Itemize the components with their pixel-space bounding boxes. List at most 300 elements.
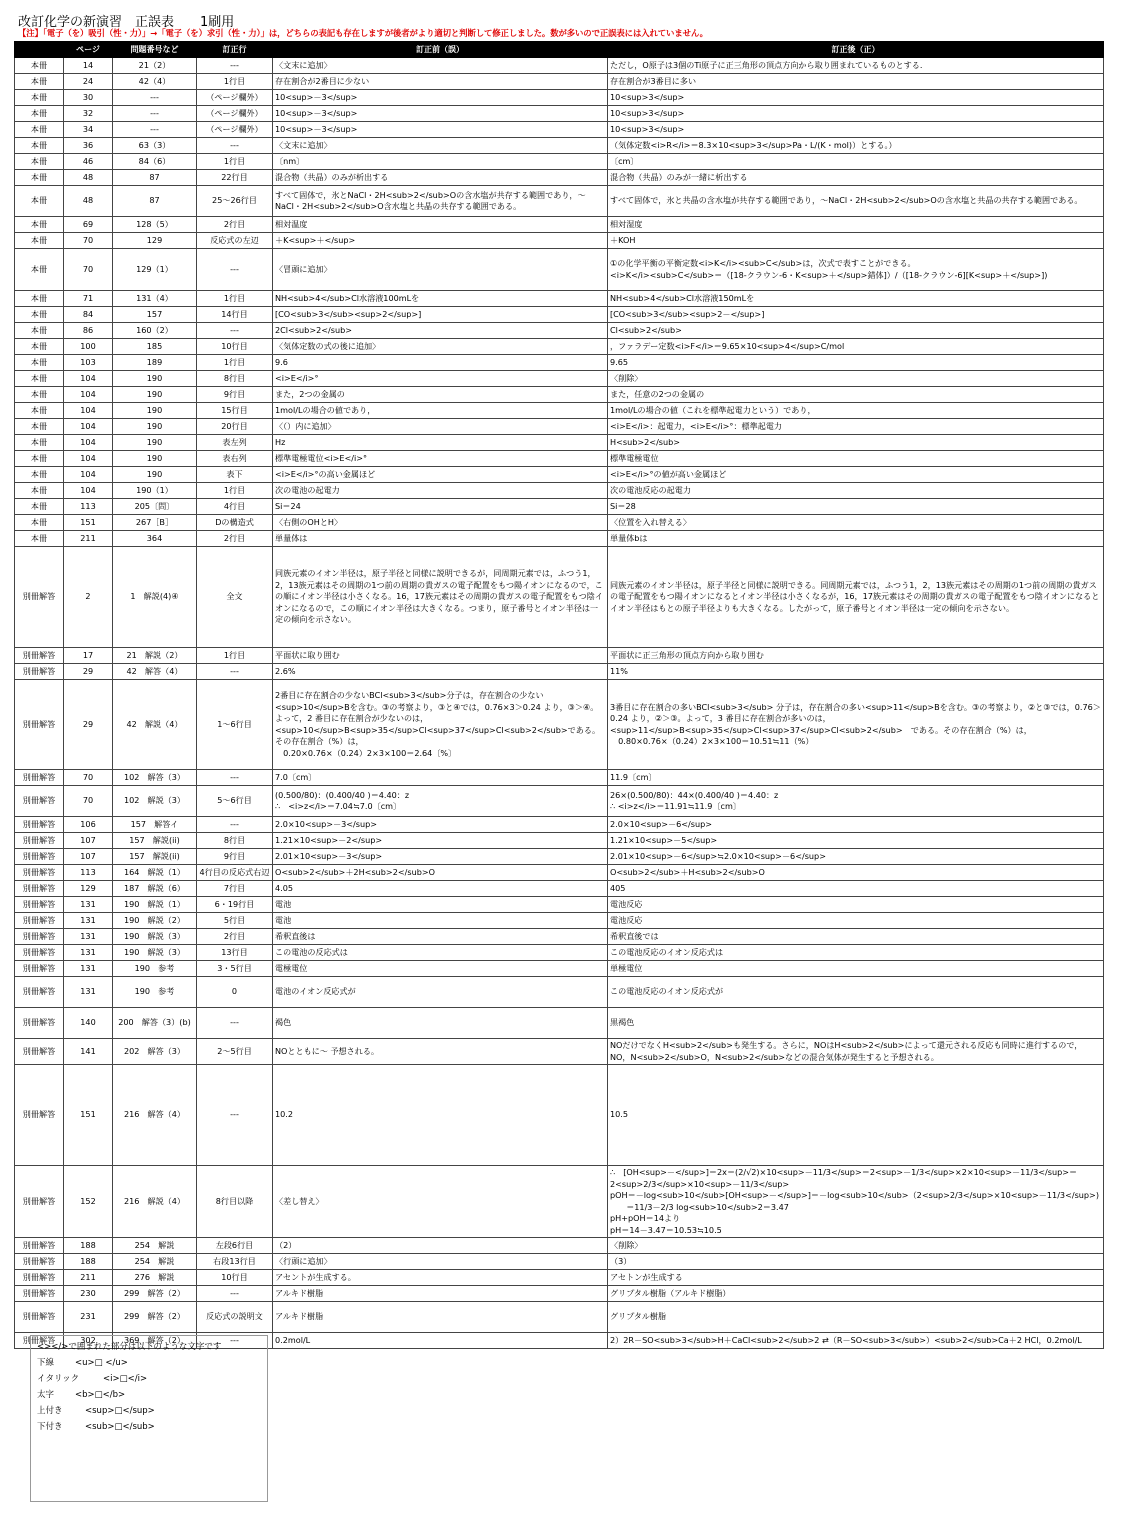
cell-before: 〈差し替え〉	[273, 1166, 608, 1238]
cell-before: ＋K<sup>＋</sup>	[273, 233, 608, 249]
cell-line: 1行目	[197, 648, 273, 664]
cell-problem: 42 解説（4）	[113, 680, 197, 770]
cell-before: 10<sup>－3</sup>	[273, 90, 608, 106]
cell-before: （2）	[273, 1238, 608, 1254]
cell-before: 0.2mol/L	[273, 1333, 608, 1349]
cell-before: 褐色	[273, 1008, 608, 1039]
cell-before: <i>E</i>°	[273, 371, 608, 387]
cell-before: 2.6%	[273, 664, 608, 680]
cell-before: 1.21×10<sup>－2</sup>	[273, 833, 608, 849]
cell-problem: 254 解説	[113, 1254, 197, 1270]
errata-row	[15, 419, 1104, 435]
cell-problem: 84（6）	[113, 154, 197, 170]
cell-after: 電池反応	[608, 897, 1104, 913]
errata-row	[15, 355, 1104, 371]
cell-after: この電池反応のイオン反応式が	[608, 977, 1104, 1008]
cell-line: 2行目	[197, 217, 273, 233]
cell-problem: 157	[113, 307, 197, 323]
cell-problem: 21 解説（2）	[113, 648, 197, 664]
cell-line: 7行目	[197, 881, 273, 897]
cell-problem: 216 解答（4）	[113, 1065, 197, 1166]
errata-row	[15, 90, 1104, 106]
cell-before: 相対温度	[273, 217, 608, 233]
errata-row	[15, 1065, 1104, 1166]
errata-row	[15, 1238, 1104, 1254]
cell-after: 11.9〔cm〕	[608, 770, 1104, 786]
cell-problem: 299 解答（2）	[113, 1286, 197, 1302]
cell-section: 別冊解答	[15, 786, 64, 817]
errata-row	[15, 307, 1104, 323]
cell-section: 別冊解答	[15, 961, 64, 977]
cell-before: 平面状に取り囲む	[273, 648, 608, 664]
cell-section: 別冊解答	[15, 945, 64, 961]
errata-row	[15, 648, 1104, 664]
header-section	[15, 42, 64, 58]
cell-problem: 254 解説	[113, 1238, 197, 1254]
cell-problem: 129（1）	[113, 249, 197, 291]
errata-row	[15, 833, 1104, 849]
cell-after: 電池反応	[608, 913, 1104, 929]
cell-line: 0	[197, 977, 273, 1008]
cell-problem: 190	[113, 419, 197, 435]
cell-problem: 87	[113, 170, 197, 186]
cell-after: グリプタル樹脂（アルキド樹脂）	[608, 1286, 1104, 1302]
errata-row	[15, 323, 1104, 339]
cell-section: 本冊	[15, 58, 64, 74]
cell-section: 別冊解答	[15, 664, 64, 680]
errata-row	[15, 786, 1104, 817]
cell-section: 別冊解答	[15, 849, 64, 865]
cell-section: 本冊	[15, 467, 64, 483]
cell-before: 存在割合が2番目に少ない	[273, 74, 608, 90]
cell-after: H<sub>2</sub>	[608, 435, 1104, 451]
cell-before: 7.0〔cm〕	[273, 770, 608, 786]
cell-section: 本冊	[15, 435, 64, 451]
cell-page: 104	[64, 403, 113, 419]
cell-after: 単極電位	[608, 961, 1104, 977]
cell-before: NOとともに～ 予想される。	[273, 1039, 608, 1065]
cell-page: 70	[64, 770, 113, 786]
cell-section: 本冊	[15, 154, 64, 170]
errata-body	[15, 58, 1104, 1349]
legend-item-superscript	[37, 1403, 261, 1419]
cell-problem: 21（2）	[113, 58, 197, 74]
cell-after: 〈位置を入れ替える〉	[608, 515, 1104, 531]
cell-problem: 102 解説（3）	[113, 786, 197, 817]
cell-before: NH<sub>4</sub>Cl水溶液100mLを	[273, 291, 608, 307]
cell-page: 131	[64, 977, 113, 1008]
cell-page: 103	[64, 355, 113, 371]
cell-section: 本冊	[15, 186, 64, 217]
cell-section: 別冊解答	[15, 1302, 64, 1333]
cell-page: 211	[64, 1270, 113, 1286]
cell-after: ただし，O原子は3個のTi原子に正三角形の頂点方向から取り囲まれているものとする.	[608, 58, 1104, 74]
errata-table	[14, 41, 1104, 1349]
cell-line: 8行目	[197, 371, 273, 387]
cell-problem: ---	[113, 106, 197, 122]
cell-section: 本冊	[15, 170, 64, 186]
errata-row	[15, 945, 1104, 961]
errata-row	[15, 1270, 1104, 1286]
markup-legend	[30, 1335, 268, 1502]
cell-before: 電池	[273, 897, 608, 913]
cell-line: 4行目	[197, 499, 273, 515]
cell-problem: 190	[113, 435, 197, 451]
cell-page: 46	[64, 154, 113, 170]
cell-page: 2	[64, 547, 113, 648]
legend-code: <i>□</i>	[103, 1374, 148, 1384]
errata-row	[15, 499, 1104, 515]
cell-after: 希釈直後では	[608, 929, 1104, 945]
cell-line: 5～6行目	[197, 786, 273, 817]
cell-problem: 190	[113, 387, 197, 403]
cell-problem: 216 解説（4）	[113, 1166, 197, 1238]
cell-problem: 200 解答（3）(b)	[113, 1008, 197, 1039]
errata-row	[15, 435, 1104, 451]
cell-problem: 369 解答（2）	[113, 1333, 197, 1349]
errata-row	[15, 515, 1104, 531]
errata-row	[15, 339, 1104, 355]
cell-before: Hz	[273, 435, 608, 451]
cell-section: 別冊解答	[15, 977, 64, 1008]
cell-section: 本冊	[15, 419, 64, 435]
cell-line: 15行目	[197, 403, 273, 419]
cell-after: 単量体bは	[608, 531, 1104, 547]
cell-after: 2.0×10<sup>－6</sup>	[608, 817, 1104, 833]
errata-row	[15, 122, 1104, 138]
cell-line: 表右列	[197, 451, 273, 467]
cell-line: ---	[197, 1065, 273, 1166]
document-title: 改訂化学の新演習 正誤表 1刷用	[18, 15, 235, 30]
cell-before: 電池のイオン反応式が	[273, 977, 608, 1008]
cell-problem: 202 解答（3）	[113, 1039, 197, 1065]
errata-row	[15, 170, 1104, 186]
cell-line: 5行目	[197, 913, 273, 929]
cell-problem: 190 参考	[113, 977, 197, 1008]
cell-page: 152	[64, 1166, 113, 1238]
cell-after: 10<sup>3</sup>	[608, 106, 1104, 122]
cell-before: 単量体は	[273, 531, 608, 547]
cell-line: 右段13行目	[197, 1254, 273, 1270]
cell-line: 8行目以降	[197, 1166, 273, 1238]
cell-page: 140	[64, 1008, 113, 1039]
errata-row	[15, 1254, 1104, 1270]
cell-page: 151	[64, 515, 113, 531]
cell-section: 別冊解答	[15, 1238, 64, 1254]
cell-line: ---	[197, 817, 273, 833]
cell-section: 本冊	[15, 74, 64, 90]
cell-page: 230	[64, 1286, 113, 1302]
cell-before: 10<sup>－3</sup>	[273, 106, 608, 122]
legend-item-subscript	[37, 1419, 261, 1435]
cell-problem: 185	[113, 339, 197, 355]
cell-page: 100	[64, 339, 113, 355]
cell-page: 70	[64, 786, 113, 817]
cell-page: 104	[64, 435, 113, 451]
cell-after: 相対湿度	[608, 217, 1104, 233]
cell-line: 9行目	[197, 387, 273, 403]
cell-problem: ---	[113, 122, 197, 138]
cell-page: 188	[64, 1254, 113, 1270]
cell-after: グリプタル樹脂	[608, 1302, 1104, 1333]
cell-problem: 190	[113, 371, 197, 387]
cell-page: 104	[64, 451, 113, 467]
errata-row	[15, 58, 1104, 74]
cell-after: 10<sup>3</sup>	[608, 90, 1104, 106]
legend-code: <sub>□</sub>	[85, 1422, 155, 1432]
legend-item-underline	[37, 1355, 261, 1371]
cell-section: 本冊	[15, 355, 64, 371]
cell-before: 9.6	[273, 355, 608, 371]
cell-before: 〈（）内に追加〉	[273, 419, 608, 435]
cell-after: O<sub>2</sub>＋H<sub>2</sub>O	[608, 865, 1104, 881]
header-line: 訂正行	[197, 42, 273, 58]
cell-page: 30	[64, 90, 113, 106]
cell-problem: 190 解説（2）	[113, 913, 197, 929]
cell-after: NH<sub>4</sub>Cl水溶液150mLを	[608, 291, 1104, 307]
cell-problem: 267［B］	[113, 515, 197, 531]
cell-line: 8行目	[197, 833, 273, 849]
cell-page: 131	[64, 929, 113, 945]
cell-page: 71	[64, 291, 113, 307]
cell-before: 10<sup>－3</sup>	[273, 122, 608, 138]
cell-problem: 189	[113, 355, 197, 371]
cell-after: 10<sup>3</sup>	[608, 122, 1104, 138]
cell-page: 211	[64, 531, 113, 547]
cell-line: 10行目	[197, 339, 273, 355]
cell-section: 本冊	[15, 233, 64, 249]
cell-line: 20行目	[197, 419, 273, 435]
cell-problem: 190	[113, 451, 197, 467]
cell-before: 2.01×10<sup>－3</sup>	[273, 849, 608, 865]
cell-page: 106	[64, 817, 113, 833]
cell-line: ---	[197, 1008, 273, 1039]
errata-row	[15, 387, 1104, 403]
cell-after: 存在割合が3番目に多い	[608, 74, 1104, 90]
errata-row	[15, 531, 1104, 547]
cell-line: 表左列	[197, 435, 273, 451]
cell-page: 131	[64, 961, 113, 977]
cell-line: 1行目	[197, 291, 273, 307]
cell-page: 231	[64, 1302, 113, 1333]
errata-row	[15, 1039, 1104, 1065]
cell-problem: 190	[113, 403, 197, 419]
cell-line: 2行目	[197, 531, 273, 547]
cell-problem: 276 解説	[113, 1270, 197, 1286]
cell-problem: 160（2）	[113, 323, 197, 339]
cell-line: 14行目	[197, 307, 273, 323]
cell-line: ---	[197, 58, 273, 74]
cell-section: 別冊解答	[15, 547, 64, 648]
cell-line: 1行目	[197, 355, 273, 371]
legend-code: <sup>□</sup>	[85, 1406, 155, 1416]
cell-section: 本冊	[15, 323, 64, 339]
cell-before: アセントが生成する。	[273, 1270, 608, 1286]
cell-problem: 42（4）	[113, 74, 197, 90]
cell-after: 2）2R－SO<sub>3</sub>H＋CaCl<sub>2</sub>2 ⇄（R－SO<sub>3</sub>）<sub>2</sub>Ca＋2 HCl，0.2mol/L	[608, 1333, 1104, 1349]
cell-after: 405	[608, 881, 1104, 897]
cell-section: 本冊	[15, 291, 64, 307]
cell-section: 本冊	[15, 499, 64, 515]
cell-before: <i>E</i>°の高い金属ほど	[273, 467, 608, 483]
legend-item-italic	[37, 1371, 261, 1387]
cell-after: 〈削除〉	[608, 371, 1104, 387]
errata-row	[15, 817, 1104, 833]
errata-row	[15, 154, 1104, 170]
cell-line: 10行目	[197, 1270, 273, 1286]
cell-after: 黒褐色	[608, 1008, 1104, 1039]
cell-after: （3）	[608, 1254, 1104, 1270]
cell-before: 1mol/Lの場合の値であり，	[273, 403, 608, 419]
cell-page: 104	[64, 387, 113, 403]
cell-after: また，任意の2つの金属の	[608, 387, 1104, 403]
cell-section: 本冊	[15, 249, 64, 291]
cell-line: （ページ欄外）	[197, 106, 273, 122]
cell-section: 本冊	[15, 122, 64, 138]
cell-problem: 190（1）	[113, 483, 197, 499]
cell-before: 混合物（共晶）のみが析出する	[273, 170, 608, 186]
cell-problem: 190 解説（3）	[113, 929, 197, 945]
cell-line: 反応式の左辺	[197, 233, 273, 249]
cell-before: 2.0×10<sup>－3</sup>	[273, 817, 608, 833]
cell-page: 131	[64, 913, 113, 929]
cell-after: 混合物（共晶）のみが一緒に析出する	[608, 170, 1104, 186]
errata-row	[15, 881, 1104, 897]
cell-line: 左段6行目	[197, 1238, 273, 1254]
legend-label: 上付き	[37, 1406, 63, 1416]
cell-after: 10.5	[608, 1065, 1104, 1166]
cell-line: 22行目	[197, 170, 273, 186]
errata-row	[15, 913, 1104, 929]
cell-before: 〈文末に追加〉	[273, 138, 608, 154]
cell-before: 同族元素のイオン半径は，原子半径と同様に説明できるが，同周期元素では，ふつう1，2，13族元素はその周期の1つ前の周期の貴ガスの電子配置をもつ陽イオンになるので，この順にイオン半径は小さくなる。16，17族元素はその周期の貴ガスの電子配置をもつ陰イオンになるので，この順にイオン半径は大きくなる。つまり，原子番号とイオン半径は一定の傾向を示さない。	[273, 547, 608, 648]
cell-after: 26×(0.500/80)：44×(0.400/40 )＝4.40：z ∴ <i>z</i>＝11.91≒11.9〔cm〕	[608, 786, 1104, 817]
cell-page: 36	[64, 138, 113, 154]
cell-before: 〈右側のOHとH〉	[273, 515, 608, 531]
cell-before: 2Cl<sub>2</sub>	[273, 323, 608, 339]
cell-line: Dの構造式	[197, 515, 273, 531]
cell-problem: 1 解説(4)④	[113, 547, 197, 648]
cell-line: 6・19行目	[197, 897, 273, 913]
cell-problem: 42 解答（4）	[113, 664, 197, 680]
cell-problem: ---	[113, 90, 197, 106]
legend-label: 下付き	[37, 1422, 63, 1432]
cell-after: ①の化学平衡の平衡定数<i>K</i><sub>C</sub>は，次式で表すことができる。 <i>K</i><sub>C</sub>＝（[18-クラウン-6・K<sup>＋</sup>錯体]）/（[18-クラウン-6][K<sup>＋</sup>])	[608, 249, 1104, 291]
cell-after: Si＝28	[608, 499, 1104, 515]
legend-code: <u>□ </u>	[75, 1358, 128, 1368]
cell-page: 48	[64, 170, 113, 186]
cell-before: 4.05	[273, 881, 608, 897]
errata-row	[15, 1008, 1104, 1039]
cell-line: 9行目	[197, 849, 273, 865]
cell-problem: 128（5）	[113, 217, 197, 233]
cell-after: 1.21×10<sup>－5</sup>	[608, 833, 1104, 849]
cell-section: 別冊解答	[15, 1333, 64, 1349]
cell-before: 10.2	[273, 1065, 608, 1166]
cell-page: 24	[64, 74, 113, 90]
errata-row	[15, 106, 1104, 122]
cell-after: ＋KOH	[608, 233, 1104, 249]
errata-row	[15, 929, 1104, 945]
cell-section: 本冊	[15, 106, 64, 122]
cell-section: 別冊解答	[15, 680, 64, 770]
cell-after: Cl<sub>2</sub>	[608, 323, 1104, 339]
errata-row	[15, 451, 1104, 467]
cell-problem: 205〔問〕	[113, 499, 197, 515]
cell-line: 1行目	[197, 74, 273, 90]
cell-after: 〈削除〉	[608, 1238, 1104, 1254]
cell-before: また，2つの金属の	[273, 387, 608, 403]
errata-row	[15, 897, 1104, 913]
cell-page: 104	[64, 483, 113, 499]
cell-problem: 190	[113, 467, 197, 483]
errata-row	[15, 467, 1104, 483]
cell-problem: 129	[113, 233, 197, 249]
errata-row	[15, 74, 1104, 90]
header-page: ページ	[64, 42, 113, 58]
cell-section: 別冊解答	[15, 881, 64, 897]
cell-after: 2.01×10<sup>－6</sup>≒2.0×10<sup>－6</sup>	[608, 849, 1104, 865]
cell-section: 別冊解答	[15, 929, 64, 945]
cell-line: ---	[197, 1286, 273, 1302]
errata-row	[15, 664, 1104, 680]
cell-line: 3・5行目	[197, 961, 273, 977]
cell-after: 平面状に正三角形の頂点方向から取り囲む	[608, 648, 1104, 664]
errata-row	[15, 865, 1104, 881]
cell-page: 86	[64, 323, 113, 339]
cell-problem: 299 解答（2）	[113, 1302, 197, 1333]
cell-before: [CO<sub>3</sub><sup>2</sup>]	[273, 307, 608, 323]
cell-after: NOだけでなくH<sub>2</sub>も発生する。さらに，NOはH<sub>2</sub>によって還元される反応も同時に進行するので，NO，N<sub>2</sub>O，N<sub>2</sub>などの混合気体が発生すると予想される。	[608, 1039, 1104, 1065]
cell-section: 別冊解答	[15, 817, 64, 833]
errata-row	[15, 233, 1104, 249]
cell-section: 別冊解答	[15, 1286, 64, 1302]
cell-after: 9.65	[608, 355, 1104, 371]
cell-page: 69	[64, 217, 113, 233]
cell-page: 131	[64, 897, 113, 913]
cell-page: 34	[64, 122, 113, 138]
cell-problem: 190 参考	[113, 961, 197, 977]
cell-line: 反応式の説明文	[197, 1302, 273, 1333]
cell-section: 本冊	[15, 387, 64, 403]
cell-line: 13行目	[197, 945, 273, 961]
cell-after: [CO<sub>3</sub><sup>2－</sup>]	[608, 307, 1104, 323]
legend-label: 太字	[37, 1390, 55, 1400]
cell-after: 同族元素のイオン半径は，原子半径と同様に説明できる。同周期元素では，ふつう1，2，13族元素はその周期の1つ前の周期の貴ガスの電子配置をもつ陽イオンになるとイオン半径は小さくなるが，16，17族元素はその周期の貴ガスの電子配置をもつ陰イオンになるとイオン半径はもとの原子半径よりも大きくなる。したがって，原子番号とイオン半径は一定の傾向を示さない。	[608, 547, 1104, 648]
cell-problem: 190 解説（3）	[113, 945, 197, 961]
errata-row	[15, 217, 1104, 233]
cell-section: 本冊	[15, 217, 64, 233]
errata-row	[15, 403, 1104, 419]
cell-section: 別冊解答	[15, 1039, 64, 1065]
cell-section: 本冊	[15, 483, 64, 499]
errata-row	[15, 849, 1104, 865]
cell-page: 302	[64, 1333, 113, 1349]
cell-section: 別冊解答	[15, 865, 64, 881]
cell-line: 25～26行目	[197, 186, 273, 217]
cell-before: 希釈直後は	[273, 929, 608, 945]
cell-problem: 87	[113, 186, 197, 217]
header-after: 訂正後（正）	[608, 42, 1104, 58]
cell-page: 84	[64, 307, 113, 323]
errata-row	[15, 138, 1104, 154]
errata-row	[15, 1166, 1104, 1238]
cell-section: 別冊解答	[15, 913, 64, 929]
cell-after: すべて固体で，氷と共晶の含水塩が共存する範囲であり，～NaCl・2H<sub>2</sub>Oの含水塩と共晶の共存する範囲である。	[608, 186, 1104, 217]
cell-section: 別冊解答	[15, 897, 64, 913]
cell-page: 70	[64, 233, 113, 249]
cell-problem: 190 解説（1）	[113, 897, 197, 913]
